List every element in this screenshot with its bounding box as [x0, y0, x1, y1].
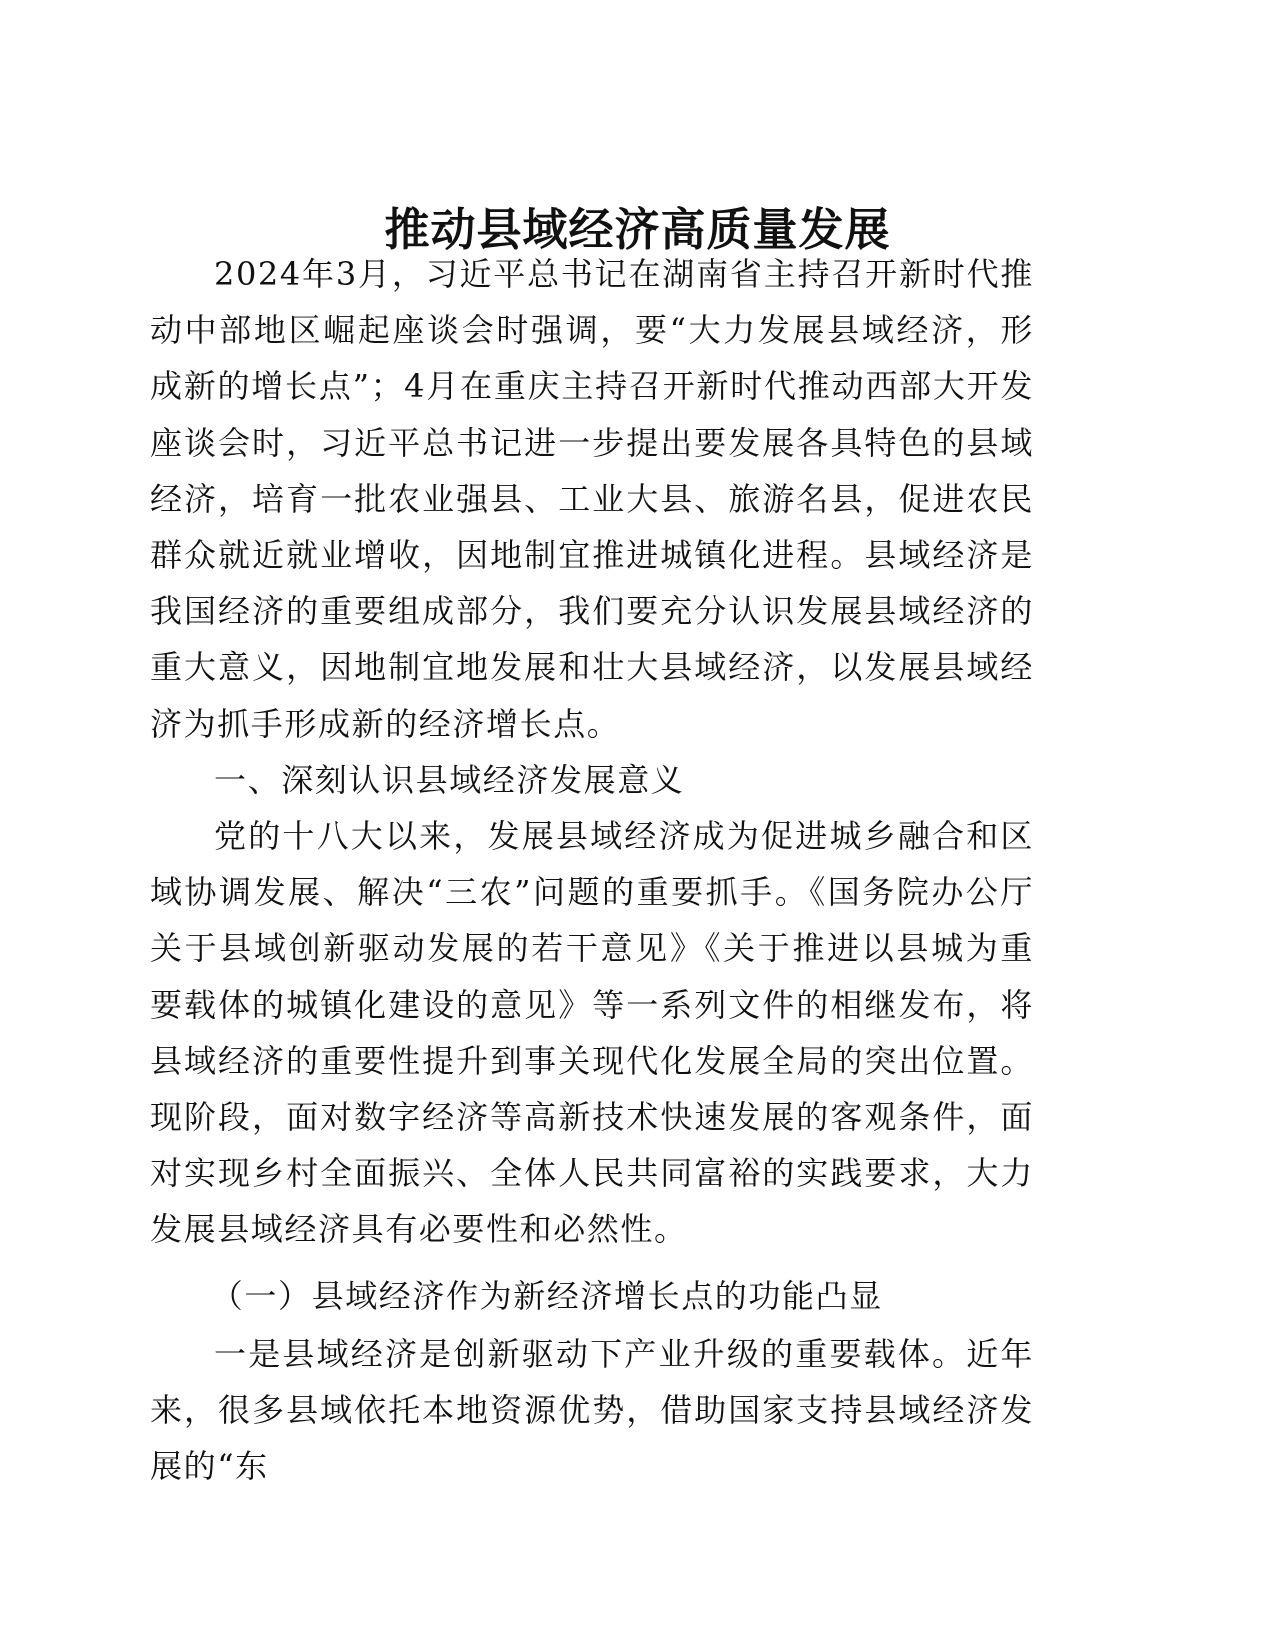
- section-paragraph: 党的十八大以来，发展县域经济成为促进城乡融合和区域协调发展、解决“三农”问题的重要抓手。《国务院办公厅关于县域创新驱动发展的若干意见》《关于推进以县城为重要载体的城镇化建设的意见》等一系列文件的相继发布，将县域经济的重要性提升到事关现代化发展全局的突出位置。现阶段，面对数字经济等高新技术快速发展的客观条件，面对实现乡村全面振兴、全体人民共同富裕的实践要求，大力发展县域经济具有必要性和必然性。: [150, 817, 1034, 1249]
- document-title: 推动县域经济高质量发展: [384, 203, 891, 257]
- section-heading: 一、深刻认识县域经济发展意义: [214, 760, 685, 799]
- intro-paragraph: 2024年3月，习近平总书记在湖南省主持召开新时代推动中部地区崛起座谈会时强调，要“大力发展县域经济，形成新的增长点”；4月在重庆主持召开新时代推动西部大开发座谈会时，习近平总书记进一步提出要发展各具特色的县域经济，培育一批农业强县、工业大县、旅游名县，促进农民群众就近就业增收，因地制宜推进城镇化进程。县域经济是我国经济的重要组成部分，我们要充分认识发展县域经济的重大意义，因地制宜地发展和壮大县域经济，以发展县域经济为抓手形成新的经济增长点。: [150, 255, 1034, 743]
- subsection-heading: （一）县域经济作为新经济增长点的功能凸显: [210, 1276, 883, 1315]
- subsection-paragraph: 一是县域经济是创新驱动下产业升级的重要载体。近年来，很多县域依托本地资源优势，借助国家支持县域经济发展的“东: [150, 1334, 1034, 1486]
- document-body: [150, 246, 1034, 1494]
